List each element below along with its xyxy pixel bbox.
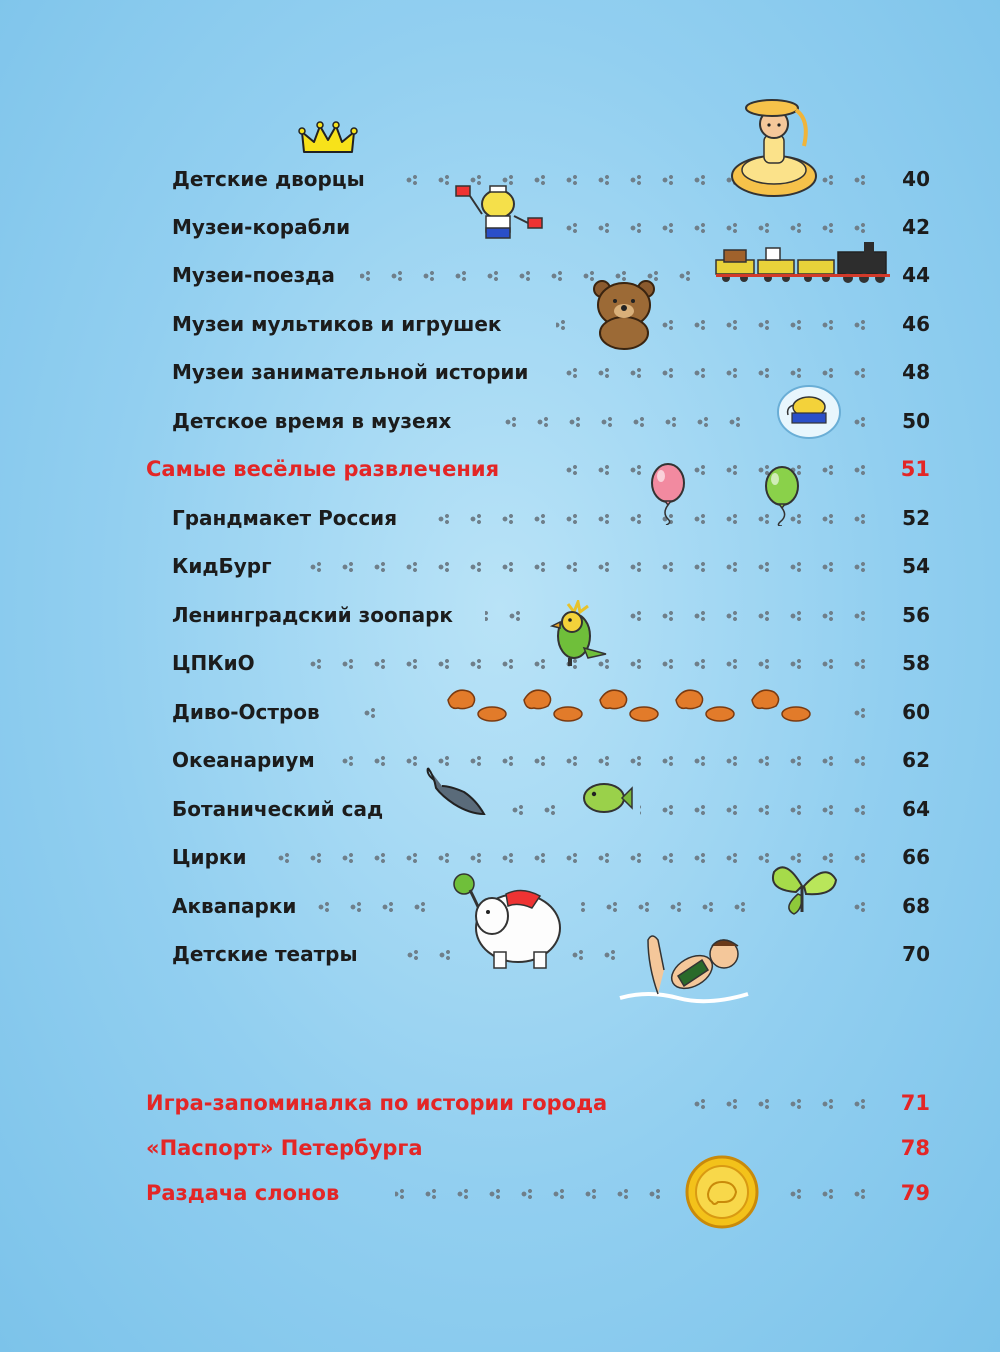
toc-page-number: 78 [900, 1136, 930, 1160]
toc-title: Грандмакет Россия [172, 506, 398, 530]
swimmer-icon [618, 920, 752, 1008]
dot-leader [840, 900, 885, 914]
toc-page-number: 52 [902, 506, 930, 530]
dot-leader [296, 560, 885, 574]
toc-row[interactable] [0, 498, 1000, 538]
dot-leader [580, 900, 765, 914]
dot-leader [560, 366, 885, 380]
toc-title: Музеи-поезда [172, 263, 335, 287]
toc-page-number: 48 [902, 360, 930, 384]
toc-title: Музеи занимательной истории [172, 360, 529, 384]
toc-row[interactable] [0, 789, 1000, 829]
toc-section-title: Раздача слонов [146, 1181, 340, 1205]
toc-section-row[interactable] [0, 1128, 1000, 1168]
toc-title: Ленинградский зоопарк [172, 603, 453, 627]
toc-page-number: 58 [902, 651, 930, 675]
dot-leader [485, 609, 540, 623]
toc-row[interactable] [0, 643, 1000, 683]
toc-row[interactable] [0, 837, 1000, 877]
toc-title: ЦПКиО [172, 651, 255, 675]
squirrels-icon [442, 680, 832, 726]
stingray-icon [424, 766, 488, 820]
toc-page-number: 50 [902, 409, 930, 433]
toc-title: Цирки [172, 845, 247, 869]
crown-icon [298, 120, 358, 160]
dot-leader [610, 609, 885, 623]
toc-section-row[interactable] [0, 1083, 1000, 1123]
dot-leader [315, 900, 445, 914]
toc-title: Океанариум [172, 748, 315, 772]
toc-section-title: Игра-запоминалка по истории города [146, 1091, 608, 1115]
dot-leader [400, 803, 420, 817]
bear-icon [590, 275, 658, 351]
gold-coin-icon [684, 1154, 760, 1230]
dot-leader [770, 1187, 885, 1201]
dot-leader [362, 706, 395, 720]
dot-leader [840, 415, 885, 429]
dot-leader [640, 318, 885, 332]
toc-page-number: 66 [902, 845, 930, 869]
toc-page-number: 71 [900, 1091, 930, 1115]
toc-page-number: 46 [902, 312, 930, 336]
toc-page-number: 56 [902, 603, 930, 627]
dot-leader [835, 706, 885, 720]
toc-row[interactable] [0, 595, 1000, 635]
toc-page-number: 42 [902, 215, 930, 239]
toc-page-number: 64 [902, 797, 930, 821]
toc-title: КидБург [172, 554, 272, 578]
parrot-icon [548, 600, 610, 668]
butterfly-icon [768, 856, 840, 920]
dot-leader [495, 803, 575, 817]
toc-row[interactable] [0, 352, 1000, 392]
toc-row[interactable] [0, 740, 1000, 780]
sailor-icon [452, 178, 548, 246]
toc-page-number: 44 [902, 263, 930, 287]
toc-section-title: Самые весёлые развлечения [146, 457, 500, 481]
toc-section-title: «Паспорт» Петербурга [146, 1136, 423, 1160]
toc-section-row[interactable] [0, 449, 1000, 489]
dot-leader [556, 221, 885, 235]
dot-leader [556, 318, 585, 332]
toc-title: Детское время в музеях [172, 409, 452, 433]
toc-page-number: 79 [900, 1181, 930, 1205]
toc-page-number: 40 [902, 167, 930, 191]
toc-page-number: 60 [902, 700, 930, 724]
dot-leader [560, 463, 885, 477]
toc-row[interactable] [0, 304, 1000, 344]
toc-page-number: 51 [900, 457, 930, 481]
lady-doll-icon [726, 90, 826, 200]
dot-leader [680, 1097, 885, 1111]
toc-title: Музеи мультиков и игрушек [172, 312, 502, 336]
toc-title: Музеи-корабли [172, 215, 351, 239]
balloon-icon [762, 466, 802, 526]
toc-row[interactable] [0, 401, 1000, 441]
toc-title: Аквапарки [172, 894, 297, 918]
toc-section-row[interactable] [0, 1173, 1000, 1213]
toc-title: Детские театры [172, 942, 358, 966]
balloon-icon [648, 463, 688, 525]
toc-page-number: 68 [902, 894, 930, 918]
toc-title: Ботанический сад [172, 797, 384, 821]
toc-page-number: 54 [902, 554, 930, 578]
dot-leader [395, 1187, 680, 1201]
dot-leader [330, 754, 885, 768]
dot-leader [640, 803, 885, 817]
elephant-bubble-icon [776, 383, 842, 441]
fish-icon [578, 776, 634, 818]
toy-train-icon [714, 238, 894, 288]
toc-title: Детские дворцы [172, 167, 365, 191]
dot-leader [490, 415, 760, 429]
toc-page-number: 62 [902, 748, 930, 772]
circus-elephant-icon [448, 872, 564, 972]
toc-row[interactable] [0, 546, 1000, 586]
toc-page-number: 70 [902, 942, 930, 966]
toc-title: Диво-Остров [172, 700, 320, 724]
